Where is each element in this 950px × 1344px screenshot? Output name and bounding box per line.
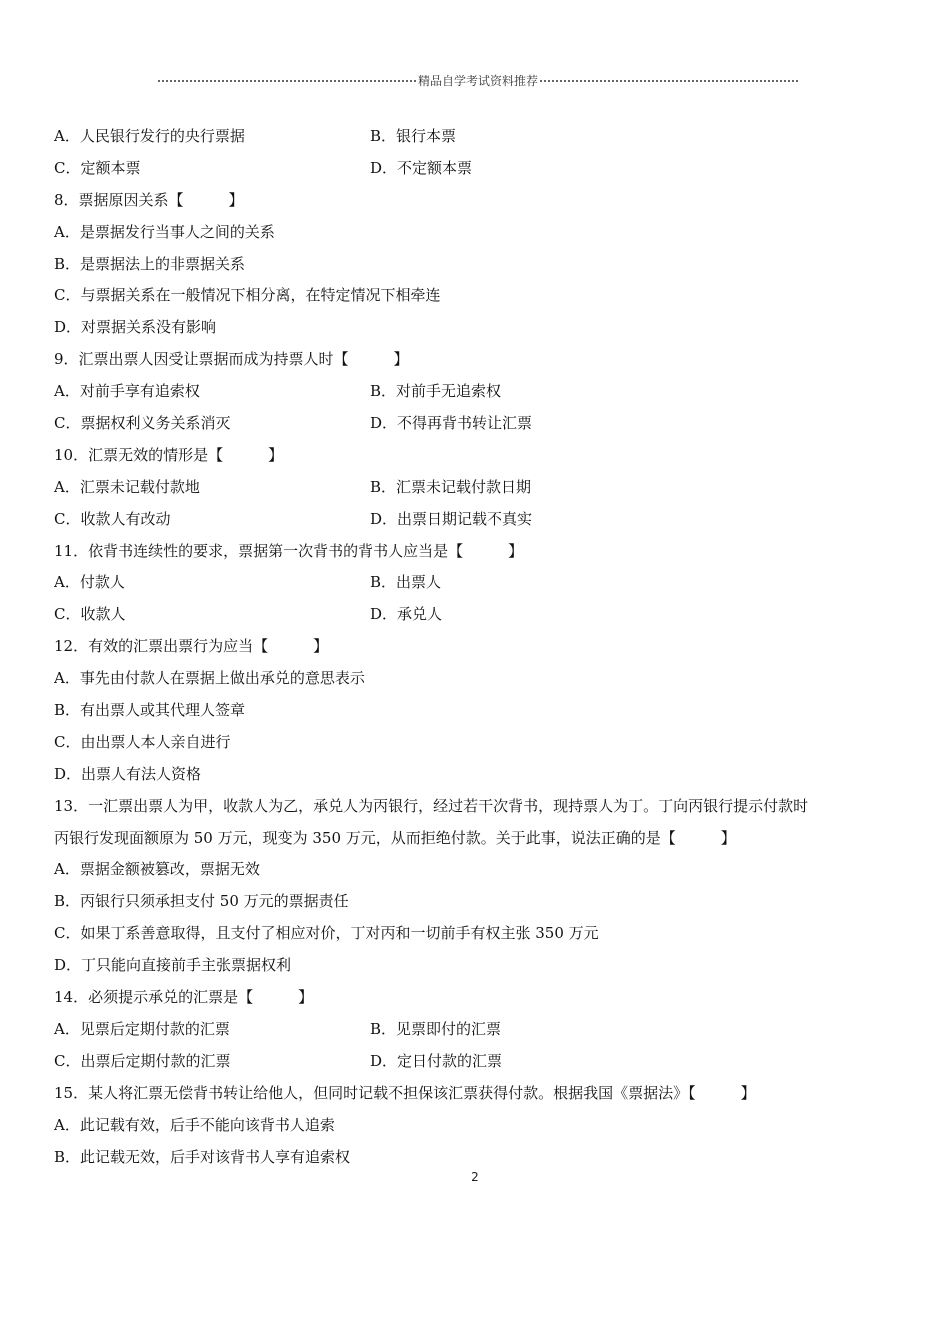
text-line — [54, 759, 904, 791]
line-text: 14．必须提示承兑的汇票是【 】 — [54, 988, 314, 1007]
option-left: A．付款人 — [54, 573, 125, 592]
text-line — [54, 823, 904, 855]
option-left: C．收款人有改动 — [54, 509, 171, 528]
text-line — [54, 886, 904, 918]
page-header — [158, 70, 798, 90]
text-line — [54, 376, 904, 408]
text-line — [54, 950, 904, 982]
line-text: A．此记载有效，后手不能向该背书人追索 — [54, 1115, 335, 1134]
line-text: D．出票人有法人资格 — [54, 764, 202, 783]
line-text: 13．一汇票出票人为甲，收款人为乙，承兑人为丙银行，经过若干次背书，现持票人为丁。丁向丙银行提示付款时 — [54, 796, 809, 815]
line-text: D．丁只能向直接前手主张票据权利 — [54, 956, 292, 975]
option-right: D．出票日期记载不真实 — [370, 509, 533, 528]
option-right: D．定日付款的汇票 — [370, 1051, 503, 1070]
header-dotted-rule-left — [158, 80, 416, 82]
header-title: 精品自学考试资料推荐 — [418, 73, 539, 88]
option-right: B．汇票未记载付款日期 — [370, 477, 532, 496]
option-left: A．汇票未记载付款地 — [54, 477, 200, 496]
option-left: A．对前手享有追索权 — [54, 382, 200, 401]
line-text: C．与票据关系在一般情况下相分离，在特定情况下相牵连 — [54, 286, 441, 305]
line-text: A．是票据发行当事人之间的关系 — [54, 222, 275, 241]
option-right: B．对前手无追索权 — [370, 382, 502, 401]
text-line — [54, 472, 904, 504]
text-line — [54, 280, 904, 312]
option-left: A．见票后定期付款的汇票 — [54, 1019, 230, 1038]
option-right: D．不得再背书转让汇票 — [370, 414, 533, 433]
text-line — [54, 1142, 904, 1174]
text-line — [54, 249, 904, 281]
text-line — [54, 791, 904, 823]
line-text: C．由出票人本人亲自进行 — [54, 732, 231, 751]
question-list — [54, 121, 904, 1173]
text-line — [54, 631, 904, 663]
line-text: 12．有效的汇票出票行为应当【 】 — [54, 637, 329, 656]
text-line — [54, 536, 904, 568]
text-line — [54, 217, 904, 249]
line-text: 丙银行发现面额原为 50 万元，现变为 350 万元，从而拒绝付款。关于此事，说法正确的是【 】 — [54, 828, 736, 847]
text-line — [54, 1110, 904, 1142]
line-text: 11．依背书连续性的要求，票据第一次背书的背书人应当是【 】 — [54, 541, 524, 560]
text-line — [54, 854, 904, 886]
line-text: 15．某人将汇票无偿背书转让给他人，但同时记载不担保该汇票获得付款。根据我国《票据法》【 】 — [54, 1083, 756, 1102]
line-text: B．此记载无效，后手对该背书人享有追索权 — [54, 1147, 351, 1166]
option-right: B．出票人 — [370, 573, 442, 592]
text-line — [54, 1014, 904, 1046]
line-text: C．如果丁系善意取得，且支付了相应对价，丁对丙和一切前手有权主张 350 万元 — [54, 924, 599, 943]
option-left: C．收款人 — [54, 605, 126, 624]
text-line — [54, 599, 904, 631]
text-line — [54, 153, 904, 185]
line-text: B．丙银行只须承担支付 50 万元的票据责任 — [54, 892, 349, 911]
option-right: B．银行本票 — [370, 127, 457, 145]
option-left: C．出票后定期付款的汇票 — [54, 1051, 231, 1070]
text-line — [54, 185, 904, 217]
line-text: B．有出票人或其代理人签章 — [54, 701, 246, 720]
text-line — [54, 408, 904, 440]
line-text: A．票据金额被篡改，票据无效 — [54, 860, 260, 879]
text-line — [54, 567, 904, 599]
line-text: D．对票据关系没有影响 — [54, 318, 217, 337]
text-line — [54, 1078, 904, 1110]
line-text: 8．票据原因关系【 】 — [54, 190, 244, 209]
page-number: 2 — [471, 1170, 479, 1184]
text-line — [54, 982, 904, 1014]
text-line — [54, 663, 904, 695]
line-text: 10．汇票无效的情形是【 】 — [54, 445, 284, 464]
line-text: A．事先由付款人在票据上做出承兑的意思表示 — [54, 669, 365, 688]
option-right: D．不定额本票 — [370, 158, 473, 177]
line-text: 9．汇票出票人因受让票据而成为持票人时【 】 — [54, 350, 409, 369]
text-line — [54, 504, 904, 536]
option-left: C．定额本票 — [54, 158, 141, 177]
line-text: B．是票据法上的非票据关系 — [54, 254, 246, 273]
text-line — [54, 695, 904, 727]
option-right: D．承兑人 — [370, 605, 443, 624]
text-line — [54, 440, 904, 472]
text-line — [54, 344, 904, 376]
option-left: C．票据权利义务关系消灭 — [54, 414, 231, 433]
option-left: A．人民银行发行的央行票据 — [54, 127, 245, 145]
text-line — [54, 121, 904, 153]
header-dotted-rule-right — [540, 80, 798, 82]
option-right: B．见票即付的汇票 — [370, 1019, 502, 1038]
text-line — [54, 727, 904, 759]
text-line — [54, 918, 904, 950]
text-line — [54, 1046, 904, 1078]
text-line — [54, 312, 904, 344]
